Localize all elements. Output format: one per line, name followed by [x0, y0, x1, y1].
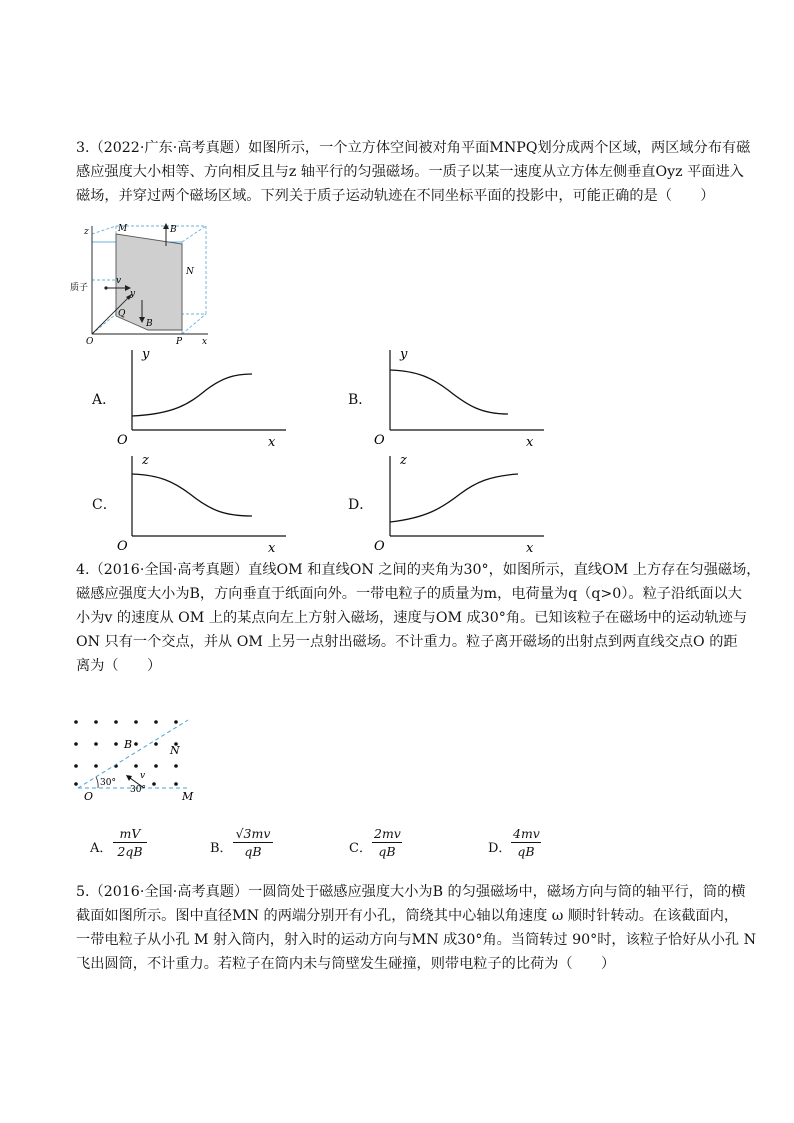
- q3-line: 3.（2022·广东·高考真题）如图所示，一个立方体空间被对角平面MNPQ划分成两个区域，两区域分布有磁: [76, 140, 751, 156]
- q4-line: 4.（2016·全国·高考真题）直线OM 和直线ON 之间的夹角为30°，如图所示，直线OM 上方存在匀强磁场，: [76, 562, 761, 578]
- proton-dot: [104, 286, 107, 289]
- cube-label-proton: 质子: [70, 283, 89, 293]
- q3-option-a-graph: [114, 344, 294, 448]
- trajectory-curve: [390, 370, 508, 414]
- cube-label-o: O: [86, 337, 94, 347]
- fraction-numerator: 2mv: [374, 826, 401, 841]
- q3-line: 磁场，并穿过两个磁场区域。下列关于质子运动轨迹在不同坐标平面的投影中，可能正确的是（ ）: [76, 188, 715, 204]
- cube-edge: [92, 226, 116, 234]
- field-label-o: O: [84, 790, 94, 803]
- cube-label-z: z: [84, 227, 89, 237]
- cube-label-y: y: [130, 289, 136, 299]
- field-label-m: M: [182, 790, 194, 803]
- axis-label-x: x: [268, 541, 276, 556]
- field-label-v: v: [140, 771, 146, 781]
- q4-answer-d-letter: D．: [488, 841, 512, 856]
- cube-label-b-top: B: [170, 225, 177, 235]
- trajectory-curve: [132, 474, 252, 516]
- q3-line: 感应强度大小相等、方向相反且与z 轴平行的匀强磁场。一质子以某一速度从立方体左侧垂直Oyz 平面进入: [76, 164, 744, 180]
- cube-label-n: N: [186, 267, 194, 277]
- q3-option-d-graph: [372, 450, 552, 554]
- field-label-b: B: [124, 738, 133, 751]
- q5-line: 5.（2016·全国·高考真题）一圆筒处于磁感应强度大小为B 的匀强磁场中，磁场方向与筒的轴平行，筒的横: [76, 884, 746, 900]
- q5-line: 一带电粒子从小孔 M 射入筒内，射入时的运动方向与MN 成30°角。当筒转过 90°时，该粒子恰好从小孔 N: [76, 932, 757, 948]
- axis-label-x: x: [268, 435, 276, 450]
- origin-label: O: [117, 433, 128, 448]
- q3-text: [76, 136, 751, 208]
- field-dots: [74, 720, 178, 786]
- axis-label-z: z: [400, 453, 407, 468]
- q4-answer-a-fraction: [113, 826, 147, 859]
- q4-line: 离为（ ）: [76, 658, 162, 674]
- field-label-angle1: 30°: [100, 778, 116, 788]
- cube-label-v: v: [116, 276, 122, 286]
- field-label-n: N: [170, 744, 180, 757]
- axis-label-y: y: [400, 347, 408, 362]
- trajectory-curve: [132, 374, 252, 416]
- cube-label-b-bottom: B: [146, 319, 153, 329]
- q5-line: 飞出圆筒，不计重力。若粒子在筒内未与筒壁发生碰撞，则带电粒子的比荷为（ ）: [76, 956, 616, 972]
- q4-line: 小为v 的速度从 OM 上的某点向左上方射入磁场，速度与OM 成30°角。已知该粒子在磁场中的运动轨迹与: [76, 610, 748, 626]
- axis-label-x: x: [526, 541, 534, 556]
- q4-answer-a-letter: A．: [90, 841, 113, 856]
- cube-edge: [182, 226, 206, 242]
- diagonal-plane-mnpq: [116, 234, 182, 330]
- fraction-denominator: qB: [378, 844, 396, 859]
- q4-answer-c-letter: C．: [349, 841, 372, 856]
- fraction-denominator: qB: [244, 844, 262, 859]
- cube-label-m: M: [118, 224, 128, 234]
- cube-edge: [182, 314, 206, 334]
- fraction-numerator: mV: [113, 826, 147, 843]
- origin-label: O: [374, 433, 385, 448]
- axis-label-z: z: [142, 453, 149, 468]
- q4-field-figure: [66, 714, 206, 806]
- q4-answer-c-fraction: [372, 826, 402, 859]
- fraction-numerator: √3mv: [233, 826, 273, 843]
- q3-option-a-letter: A．: [92, 392, 117, 408]
- q3-option-c-graph: [114, 450, 294, 554]
- q4-answer-d-fraction: [511, 826, 541, 859]
- origin-label: O: [374, 539, 385, 554]
- q4-line: 磁感应强度大小为B，方向垂直于纸面向外。一带电粒子的质量为m，电荷量为q（q>0）。粒子沿纸面以大: [76, 586, 742, 602]
- q5-line: 截面如图所示。图中直径MN 的两端分别开有小孔，筒绕其中心轴以角速度 ω 顺时针转动。在该截面内，: [76, 908, 739, 924]
- q4-text: [76, 558, 761, 678]
- cube-label-x: x: [202, 337, 208, 347]
- cube-label-p: P: [176, 337, 183, 347]
- fraction-denominator: qB: [517, 844, 535, 859]
- fraction-numerator: 4mv: [513, 826, 540, 841]
- trajectory-curve: [390, 474, 518, 522]
- axis-label-y: y: [142, 347, 150, 362]
- velocity-arrow-icon: [126, 775, 132, 781]
- q3-option-c-letter: C．: [92, 497, 117, 513]
- fraction-denominator: 2qB: [117, 844, 143, 859]
- q3-option-d-letter: D．: [348, 497, 374, 513]
- q3-option-b-letter: B．: [348, 392, 373, 408]
- field-label-angle2: 30°: [130, 785, 146, 795]
- q4-line: ON 只有一个交点，并从 OM 上另一点射出磁场。不计重力。粒子离开磁场的出射点到两直线交点O 的距: [76, 634, 738, 650]
- q3-option-b-graph: [372, 344, 552, 448]
- origin-label: O: [117, 539, 128, 554]
- q5-text: [76, 880, 757, 976]
- q4-answer-b-fraction: [233, 826, 273, 859]
- q3-cube-figure: [68, 220, 218, 346]
- axis-label-x: x: [526, 435, 534, 450]
- q4-answer-b-letter: B．: [210, 841, 233, 856]
- cube-label-q: Q: [118, 309, 126, 319]
